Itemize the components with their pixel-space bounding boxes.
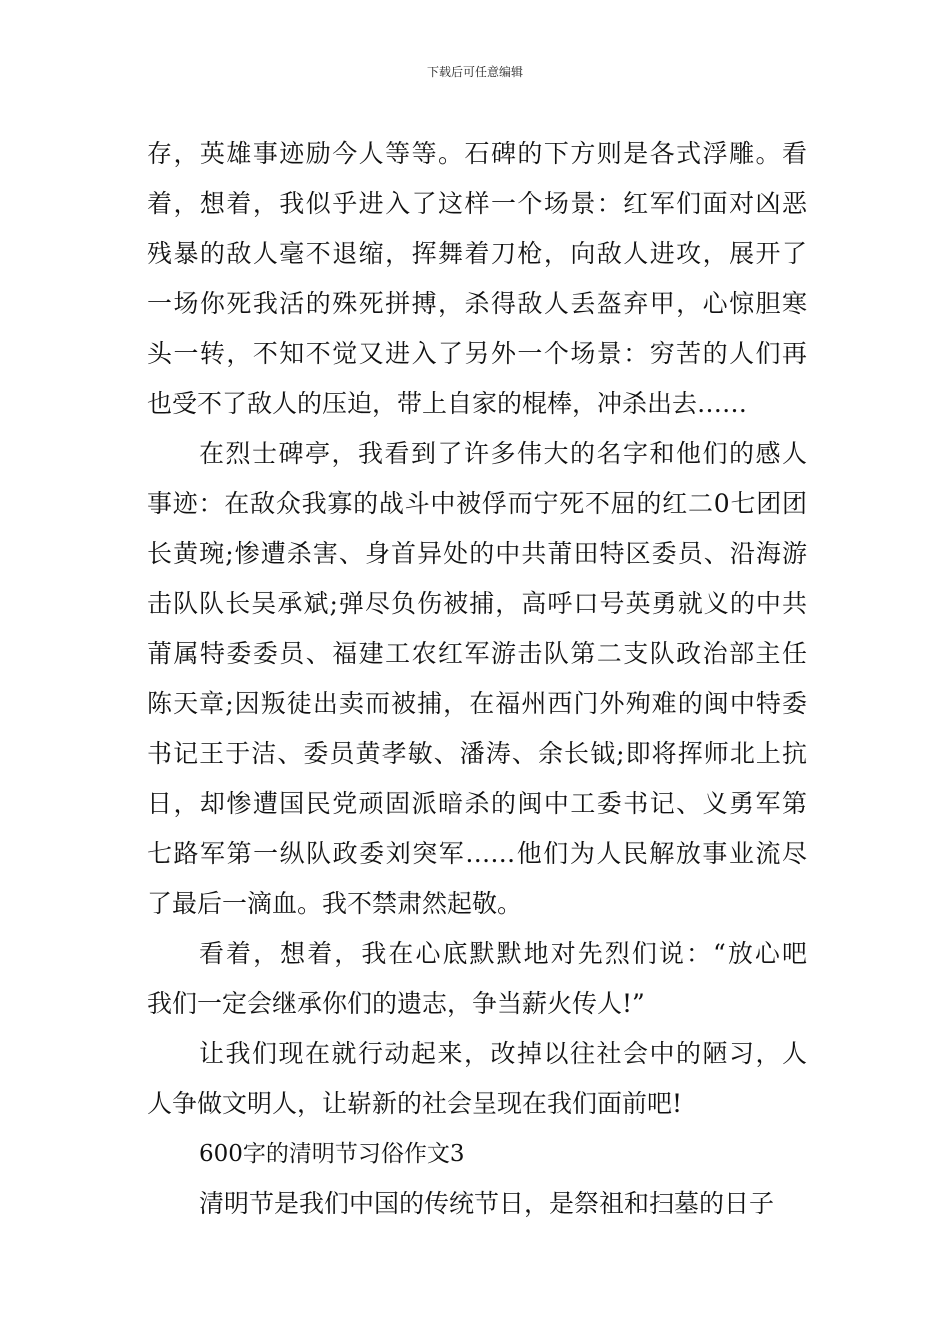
text-line: 也受不了敌人的压迫，带上自家的棍棒，冲杀出去…… (147, 389, 748, 418)
paragraph-3 (147, 929, 807, 1029)
text-line: 着，想着，我似乎进入了这样一个场景：红军们面对凶恶 (147, 189, 807, 218)
text-line: 一场你死我活的殊死拼搏，杀得敌人丢盔弃甲，心惊胆寒 (147, 289, 807, 318)
text-line: 陈天章;因叛徒出卖而被捕，在福州西门外殉难的闽中特委 (147, 689, 807, 718)
text-line: 莆属特委委员、福建工农红军游击队第二支队政治部主任 (147, 639, 807, 668)
text-line: 看着，想着，我在心底默默地对先烈们说：“放心吧 (199, 939, 807, 968)
text-line: 书记王于洁、委员黄孝敏、潘涛、余长钺;即将挥师北上抗 (147, 739, 807, 768)
text-line: 长黄琬;惨遭杀害、身首异处的中共莆田特区委员、沿海游 (147, 539, 807, 568)
text-line: 事迹：在敌众我寡的战斗中被俘而宁死不屈的红二0七团团 (147, 489, 807, 518)
text-line: 头一转，不知不觉又进入了另外一个场景：穷苦的人们再 (147, 339, 807, 368)
text-line: 残暴的敌人毫不退缩，挥舞着刀枪，向敌人进攻，展开了 (147, 239, 807, 268)
section-heading (147, 1129, 807, 1179)
paragraph-1 (147, 129, 807, 429)
text-line: 让我们现在就行动起来，改掉以往社会中的陋习，人 (199, 1039, 807, 1068)
paragraph-5 (147, 1179, 807, 1229)
page-header: 下载后可任意编辑 (426, 65, 523, 79)
paragraph-2 (147, 429, 807, 929)
section-heading-text: 600字的清明节习俗作文3 (199, 1141, 465, 1167)
text-line: 七路军第一纵队政委刘突军……他们为人民解放事业流尽 (147, 839, 807, 868)
text-line: 存，英雄事迹励今人等等。石碑的下方则是各式浮雕。看 (147, 139, 807, 168)
paragraph-4 (147, 1029, 807, 1129)
text-line: 清明节是我们中国的传统节日，是祭祖和扫墓的日子 (199, 1189, 775, 1218)
text-line: 击队队长吴承斌;弹尽负伤被捕，高呼口号英勇就义的中共 (147, 589, 807, 618)
text-line: 人争做文明人，让崭新的社会呈现在我们面前吧! (147, 1089, 683, 1118)
text-line: 日，却惨遭国民党顽固派暗杀的闽中工委书记、义勇军第 (147, 789, 807, 818)
document-body (147, 129, 807, 1229)
text-line: 了最后一滴血。我不禁肃然起敬。 (147, 889, 523, 918)
text-line: 在烈士碑亭，我看到了许多伟大的名字和他们的感人 (199, 439, 807, 468)
text-line: 我们一定会继承你们的遗志，争当薪火传人!” (147, 989, 645, 1018)
